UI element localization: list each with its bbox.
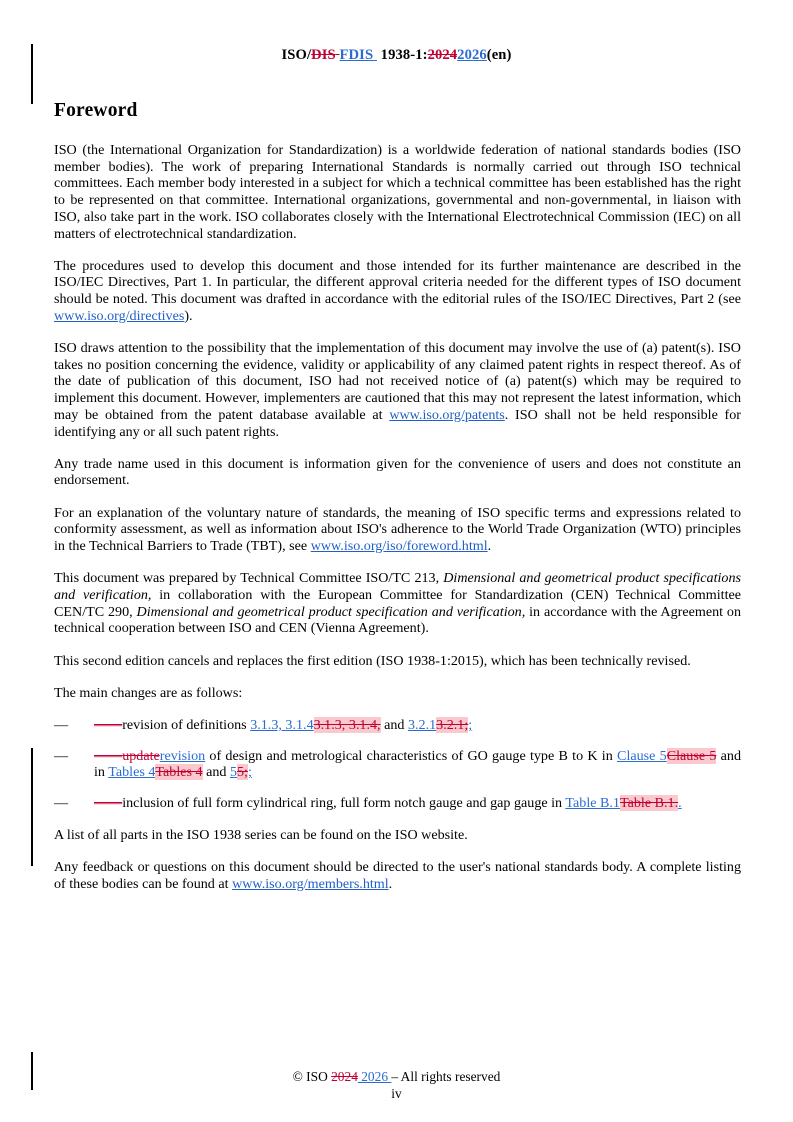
change-2-inserted-end: ;	[247, 764, 252, 781]
footer-deleted-year: 2024	[331, 1069, 358, 1084]
feedback-text-after: .	[388, 875, 393, 892]
committee-italic-2: Dimensional and geometrical product specification and verification,	[136, 603, 526, 620]
change-2-inserted-word: revision	[159, 747, 206, 764]
change-1-inserted-refs: 3.1.3, 3.1.4	[250, 716, 314, 733]
list-marker-2: —	[54, 747, 69, 764]
voluntary-text-before: For an explanation of the voluntary nature of standards, the meaning of ISO specific terms and expressions related to conformity assessment, as well as information about ISO's adherence to the World Trade Organization (WTO) principles in the Technical Barriers to Trade (TBT), see	[54, 504, 741, 555]
change-2-seg-1: of design and metrological characteristics of GO gauge type B to K in	[205, 747, 618, 764]
link-iso-foreword[interactable]: www.iso.org/iso/foreword.html	[310, 538, 488, 555]
header-deleted-year: 2024	[427, 47, 458, 63]
committee-seg-2: in collaboration with the European Committee for Standardization (CEN) Technical Committee CEN/TC 290,	[54, 586, 741, 620]
page-footer	[0, 1069, 793, 1085]
header-language: (en)	[486, 47, 512, 63]
paragraph-second-edition: This second edition cancels and replaces the first edition (ISO 1938-1:2015), which has been technically revised.	[54, 652, 691, 669]
patents-text-after: . ISO shall not be held responsible for identifying any or all such patent rights.	[54, 406, 741, 440]
change-2-deleted-word: update	[122, 747, 160, 764]
paragraph-main-changes-intro: The main changes are as follows:	[54, 684, 243, 701]
link-iso-patents[interactable]: www.iso.org/patents	[389, 406, 505, 423]
paragraph-iso-intro: ISO (the International Organization for Standardization) is a worldwide federation of national standards bodies (ISO member bodies). The work of preparing International Standards is normally carried out through ISO technical committees. Each member body interested in a subject for which a technical committee has been established has the right to be represented on that committee. International organizations, governmental and non-governmental, in liaison with ISO, also take part in the work. ISO collaborates closely with the International Electrotechnical Commission (IEC) on all matters of electrotechnical standardization.	[54, 142, 741, 242]
changes-list	[54, 717, 741, 812]
list-item-change-2	[54, 748, 741, 781]
list-deleted-dash-3: ——	[94, 795, 123, 812]
paragraph-patents	[54, 340, 741, 440]
change-2-seg-3: and	[202, 764, 230, 781]
change-2-deleted-clause5: Clause 5	[666, 747, 717, 764]
feedback-text-before: Any feedback or questions on this document should be directed to the user's national standards body. A complete listing of these bodies can be found at	[54, 859, 741, 892]
header-inserted-year: 2026	[457, 47, 487, 63]
list-marker-1: —	[54, 716, 69, 733]
change-2-inserted-table5[interactable]: 5	[229, 764, 237, 781]
change-1-inserted-semicolon: ;	[468, 716, 473, 733]
change-3-inserted-end: .	[678, 795, 682, 812]
voluntary-text-after: .	[487, 538, 492, 555]
change-3-deleted-tableb1: Table B.1.	[619, 795, 679, 812]
change-1-seg-2: and	[380, 716, 408, 733]
procedures-text-before: The procedures used to develop this document and those intended for its further maintenance are described in the ISO/IEC Directives, Part 1. In particular, the different approval criteria needed for the different types of ISO document should be noted. This document was drafted in accordance with the editorial rules of the ISO/IEC Directives, Part 2 (see	[54, 257, 741, 308]
change-2-deleted-tables4: Tables 4	[155, 764, 203, 781]
link-iso-members[interactable]: www.iso.org/members.html	[232, 875, 389, 892]
change-2-inserted-tables4[interactable]: Tables 4	[108, 764, 156, 781]
committee-italic-1: Dimensional and geometrical product specifications and verification,	[54, 570, 741, 603]
page-number: iv	[391, 1086, 402, 1101]
paragraph-parts-list: A list of all parts in the ISO 1938 series can be found on the ISO website.	[54, 826, 468, 843]
paragraph-feedback	[54, 859, 741, 892]
change-2-seg-2: and in	[94, 747, 741, 781]
change-1-deleted-refs: 3.1.3, 3.1.4,	[313, 716, 381, 733]
committee-seg-3: in accordance with the Agreement on technical cooperation between ISO and CEN (Vienna Agreement).	[54, 603, 742, 637]
list-deleted-dash-2: ——	[94, 747, 123, 764]
header-prefix: ISO/	[281, 47, 312, 63]
committee-seg-1: This document was prepared by Technical Committee ISO/TC 213,	[54, 570, 444, 587]
page-title: Foreword	[54, 100, 138, 121]
footer-inserted-year: 2026	[357, 1069, 392, 1084]
paragraph-voluntary-nature	[54, 505, 741, 555]
footer-copyright-suffix: – All rights reserved	[391, 1069, 501, 1084]
change-bar-changes-list	[31, 748, 33, 866]
change-1-seg-1: revision of definitions	[122, 716, 251, 733]
document-header	[0, 47, 793, 64]
change-3-seg-1: inclusion of full form cylindrical ring, full form notch gauge and gap gauge in	[122, 795, 566, 812]
paragraph-trade-name: Any trade name used in this document is information given for the convenience of users and does not constitute an endorsement.	[54, 455, 741, 489]
link-iso-directives[interactable]: www.iso.org/directives	[54, 307, 185, 324]
header-standard-number: 1938-1:	[376, 47, 428, 63]
document-body	[54, 100, 741, 908]
change-3-inserted-tableb1[interactable]: Table B.1	[565, 795, 620, 812]
change-1-deleted-321: 3.2.1;	[436, 716, 469, 733]
patents-text-before: ISO draws attention to the possibility that the implementation of this document may involve the use of (a) patent(s). ISO takes no position concerning the evidence, validity or applicability of any claimed patent rights in respect thereof. As of the date of publication of this document, ISO had not received notice of (a) patent(s) which may be required to implement this document. However, implementers are cautioned that this may not represent the latest information, which may be obtained from the patent database available at	[54, 340, 741, 423]
list-item-change-3	[54, 795, 741, 812]
change-2-deleted-table5: 5;	[237, 764, 248, 781]
header-inserted-stage: FDIS	[339, 47, 374, 63]
paragraph-committee	[54, 570, 741, 637]
list-marker-3: —	[54, 795, 69, 812]
list-deleted-dash-1: ——	[94, 716, 123, 733]
change-1-link-321[interactable]: 3.2.1	[407, 716, 437, 733]
paragraph-procedures	[54, 258, 741, 325]
header-deleted-stage: DIS	[311, 47, 336, 63]
procedures-text-after: ).	[184, 307, 193, 324]
footer-copyright-prefix: © ISO	[292, 1069, 332, 1084]
change-2-inserted-clause5[interactable]: Clause 5	[617, 747, 667, 764]
list-item-change-1	[54, 717, 741, 734]
